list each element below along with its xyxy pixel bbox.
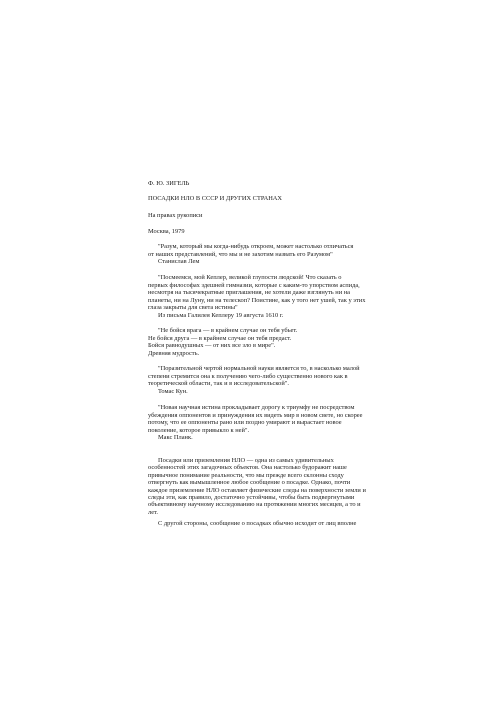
epigraph-line: глаза закрыты для света истины" <box>148 304 238 312</box>
epigraph-line: "Посмеемся, мой Кеплер, великой глупости людской! Что сказать о <box>158 274 342 281</box>
epigraph-source: Макс Планк. <box>158 434 193 442</box>
epigraph-4 <box>148 365 360 395</box>
epigraph-line: от наших представлений, что мы и не захотим назвать его Разумом" <box>148 250 333 258</box>
epigraph-source: Томас Кун. <box>158 387 188 395</box>
author-line <box>148 180 360 188</box>
epigraph-5 <box>148 404 363 442</box>
body-line: С другой стороны, сообщение о посадках обычно исходит от лиц вполне <box>158 520 357 527</box>
epigraph-line: убеждения оппонентов и принуждения их видеть мир в новом свете, но скорее <box>148 411 363 419</box>
epigraph-1 <box>148 243 360 266</box>
epigraph-line: теоретической области, так и в исследовательской". <box>148 380 289 388</box>
epigraph-line: поколение, которое привыкло к ней". <box>148 426 250 434</box>
epigraph-line: "Разум, который мы когда-нибудь откроем, может настолько отличаться <box>158 243 354 250</box>
body-paragraph-1 <box>148 457 366 516</box>
epigraph-line: "Поразительной чертой нормальной науки является то, в насколько малой <box>158 365 360 372</box>
epigraph-source: Станислав Лем <box>158 258 200 266</box>
rights-block <box>148 212 360 220</box>
epigraph-line: Бойся равнодушных — от них все зло в мире". <box>148 342 276 350</box>
author-name: Ф. Ю. ЗИГЕЛЬ <box>148 180 190 187</box>
epigraph-line: "Не бойся врага — в крайнем случае он тебя убьет. <box>158 327 298 334</box>
rights-note: На правах рукописи <box>148 212 203 219</box>
body-line: Посадки или приземления НЛО — одна из самых удивительных <box>158 457 334 464</box>
place-date: Москва, 1979 <box>148 228 185 235</box>
epigraph-line: несмотря на тысячекратные приглашения, не хотели даже взглянуть ни на <box>148 289 350 297</box>
epigraph-source: Древняя мудрость. <box>148 349 200 357</box>
epigraph-line: планеты, ни на Луну, ни на телескоп? Поистине, как у того нет ушей, так у этих <box>148 296 366 304</box>
body-line: привычное понимание реальности, что мы прежде всего склонны сходу <box>148 471 344 479</box>
epigraph-source: Из письма Галилея Кеплеру 19 августа 1610 г. <box>158 311 284 319</box>
body-line: особенностей этих загадочных объектов. Она настолько будоражит наше <box>148 464 347 472</box>
body-line: лет. <box>148 508 158 516</box>
epigraph-line: первых философах здешней гимназии, которые с каким-то упорством аспида, <box>148 281 360 289</box>
epigraph-3 <box>148 327 360 357</box>
epigraph-line: потому, что ее оппоненты рано или поздно умирают и вырастает новое <box>148 419 342 427</box>
body-line: отвергнуть как вымышленное любое сообщение о посадке. Однако, почти <box>148 479 351 487</box>
epigraph-line: "Новая научная истина прокладывает дорогу к триумфу не посредством <box>158 404 355 411</box>
body-paragraph-2 <box>148 520 360 528</box>
epigraph-2 <box>148 274 366 320</box>
document-title: ПОСАДКИ НЛО В СССР И ДРУГИХ СТРАНАХ <box>148 195 283 202</box>
body-line: каждое приземление НЛО оставляет физические следы на поверхности земли и <box>148 486 366 494</box>
epigraph-line: степени стремится она к получению чего-либо существенно нового как в <box>148 372 348 380</box>
epigraph-line: Не бойся друга — в крайнем случае он тебя предаст. <box>148 334 292 342</box>
place-date-block <box>148 228 360 236</box>
body-line: объективному научному исследованию на протяжении многих месяцев, а то и <box>148 501 361 509</box>
body-line: следы эти, как правило, достаточно устойчивы, чтобы быть подвергнутыми <box>148 494 355 502</box>
title-block <box>148 195 360 203</box>
